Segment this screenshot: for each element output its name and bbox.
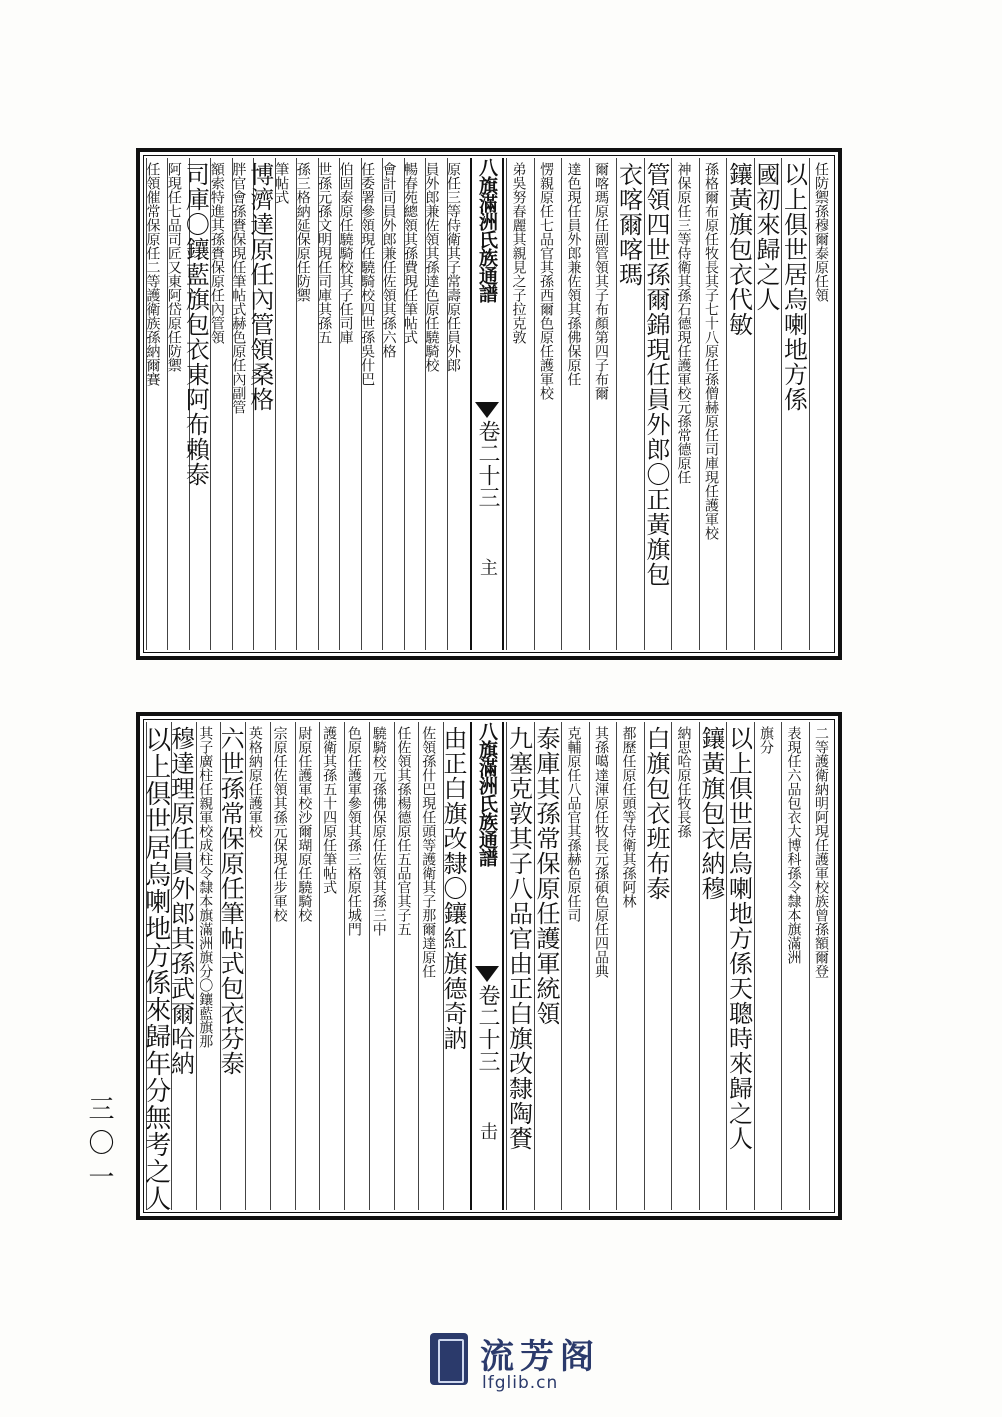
text-column: 員外郎兼佐領其孫達色原任驍騎校 — [425, 158, 446, 650]
top-page-frame — [136, 148, 842, 660]
text-column: 任委署參領現任驍騎校四世孫吳什巴 — [361, 158, 382, 650]
text-column: 暢春苑總領其孫費現任筆帖式 — [404, 158, 425, 650]
text-column: 管領四世孫爾錦現任員外郎〇正黃旗包 — [644, 158, 672, 650]
text-column: 克輔原任八品官其孫赫色原任司 — [561, 722, 589, 1210]
text-column: 其孫噶達渾原任牧長元孫碩色原任四品典 — [589, 722, 617, 1210]
fish-tail-ornament — [475, 966, 499, 982]
text-column: 鑲黃旗包衣納穆 — [699, 722, 727, 1210]
text-column: 宗原任佐領其孫元保現任步軍校 — [270, 722, 295, 1210]
text-column: 司庫〇鑲藍旗包衣東阿布賴泰 — [189, 158, 210, 650]
text-column: 色原任護軍參領其孫三格原任城門 — [344, 722, 369, 1210]
page-number: 三〇一 — [84, 1095, 114, 1197]
folio-number: 击 — [477, 1122, 498, 1140]
text-column: 胖官會孫賚保現任筆帖式赫色原任內副管 — [232, 158, 253, 650]
text-column: 任佐領其孫楊德原任五品官其子五 — [394, 722, 419, 1210]
text-column: 六世孫常保原任筆帖式包衣芬泰 — [220, 722, 245, 1210]
watermark-title: 流芳阁 — [480, 1337, 600, 1377]
text-column: 弟吳努春麗其親見之子拉克敦 — [506, 158, 534, 650]
text-column: 其子廣柱任親軍校成柱令隸本旗滿洲旗分〇鑲藍旗那 — [196, 722, 221, 1210]
text-column: 孫格爾布原任牧長其子七十八原任孫僧赫原任司庫現任護軍校 — [699, 158, 727, 650]
text-column: 神保原任三等侍衛其孫石德現任護軍校元孫常德原任 — [671, 158, 699, 650]
text-column: 鑲黃旗包衣代敏 — [726, 158, 754, 650]
text-column: 會計司員外郎兼任佐領其孫六格 — [382, 158, 403, 650]
volume-label: 卷二十三 — [475, 984, 500, 1072]
watermark-url: lfglib.cn — [482, 1373, 559, 1393]
text-column: 白旗包衣班布泰 — [644, 722, 672, 1210]
text-column: 爾喀瑪原任副管領其子布顏第四子布爾 — [589, 158, 617, 650]
text-column: 衣喀爾喀瑪 — [616, 158, 644, 650]
text-column: 任領催常保原任二等護衛族孫納爾賽 — [146, 158, 167, 650]
watermark-logo — [430, 1325, 630, 1395]
volume-label: 卷二十三 — [475, 420, 500, 508]
text-column: 愣親原任七品官其孫西爾色原任護軍校 — [534, 158, 562, 650]
text-column: 九塞克敦其子八品官由正白旗改隸陶賚 — [506, 722, 534, 1210]
fish-tail-ornament — [475, 402, 499, 418]
text-column: 尉原任護軍校沙爾瑚原任驍騎校 — [295, 722, 320, 1210]
text-column: 孫三格納延保原任防禦 — [296, 158, 317, 650]
text-column: 驍騎校元孫佛保原任佐領其孫三中 — [369, 722, 394, 1210]
text-column: 都歷任原任頭等侍衛其孫阿林 — [616, 722, 644, 1210]
text-column: 任防禦孫穆爾泰原任領 — [809, 158, 837, 650]
text-column: 泰庫其孫常保原任護軍統領 — [534, 722, 562, 1210]
book-seal-icon — [430, 1333, 468, 1385]
text-column: 穆達理原任員外郎其孫武爾哈納 — [171, 722, 196, 1210]
text-column: 伯固泰原任驍騎校其子任司庫 — [339, 158, 360, 650]
running-title: 八旗滿洲氏族通譜 — [476, 722, 498, 866]
text-column: 由正白旗改隸〇鑲紅旗德奇訥 — [443, 722, 468, 1210]
running-title: 八旗滿洲氏族通譜 — [476, 158, 498, 302]
text-column: 以上俱世居烏喇地方係來歸年分無考之人 — [146, 722, 171, 1210]
text-column: 英格納原任護軍校 — [245, 722, 270, 1210]
bottom-page-frame — [136, 712, 842, 1220]
text-column: 國初來歸之人 — [754, 158, 782, 650]
text-column: 旗分 — [754, 722, 782, 1210]
folio-number: 主 — [477, 558, 498, 576]
text-column: 以上俱世居烏喇地方係天聰時來歸之人 — [726, 722, 754, 1210]
text-column: 世孫元孫文明現任司庫其孫五 — [318, 158, 339, 650]
text-column: 納思哈原任牧長孫 — [671, 722, 699, 1210]
text-column: 阿現任七品司匠又東阿岱原任防禦 — [167, 158, 188, 650]
text-column: 額索特進其孫賚保原任內管領 — [210, 158, 231, 650]
text-column: 護衛其孫五十四原任筆帖式 — [319, 722, 344, 1210]
text-column: 表現任六品包衣大博科孫令隸本旗滿洲 — [781, 722, 809, 1210]
text-column: 原任三等侍衛其子常壽原任員外郎 — [447, 158, 468, 650]
top-page-spine — [470, 158, 504, 650]
bottom-page-spine — [470, 722, 504, 1210]
text-column: 博濟達原任內管領桑格 — [253, 158, 274, 650]
text-column: 佐領孫什巴現任頭等護衛其子那爾達原任 — [418, 722, 443, 1210]
text-column: 以上俱世居烏喇地方係 — [781, 158, 809, 650]
text-column: 達色現任員外郎兼佐領其孫佛保原任 — [561, 158, 589, 650]
text-column: 筆帖式 — [275, 158, 296, 650]
text-column: 二等護衛納明阿現任護軍校族曾孫額爾登 — [809, 722, 837, 1210]
